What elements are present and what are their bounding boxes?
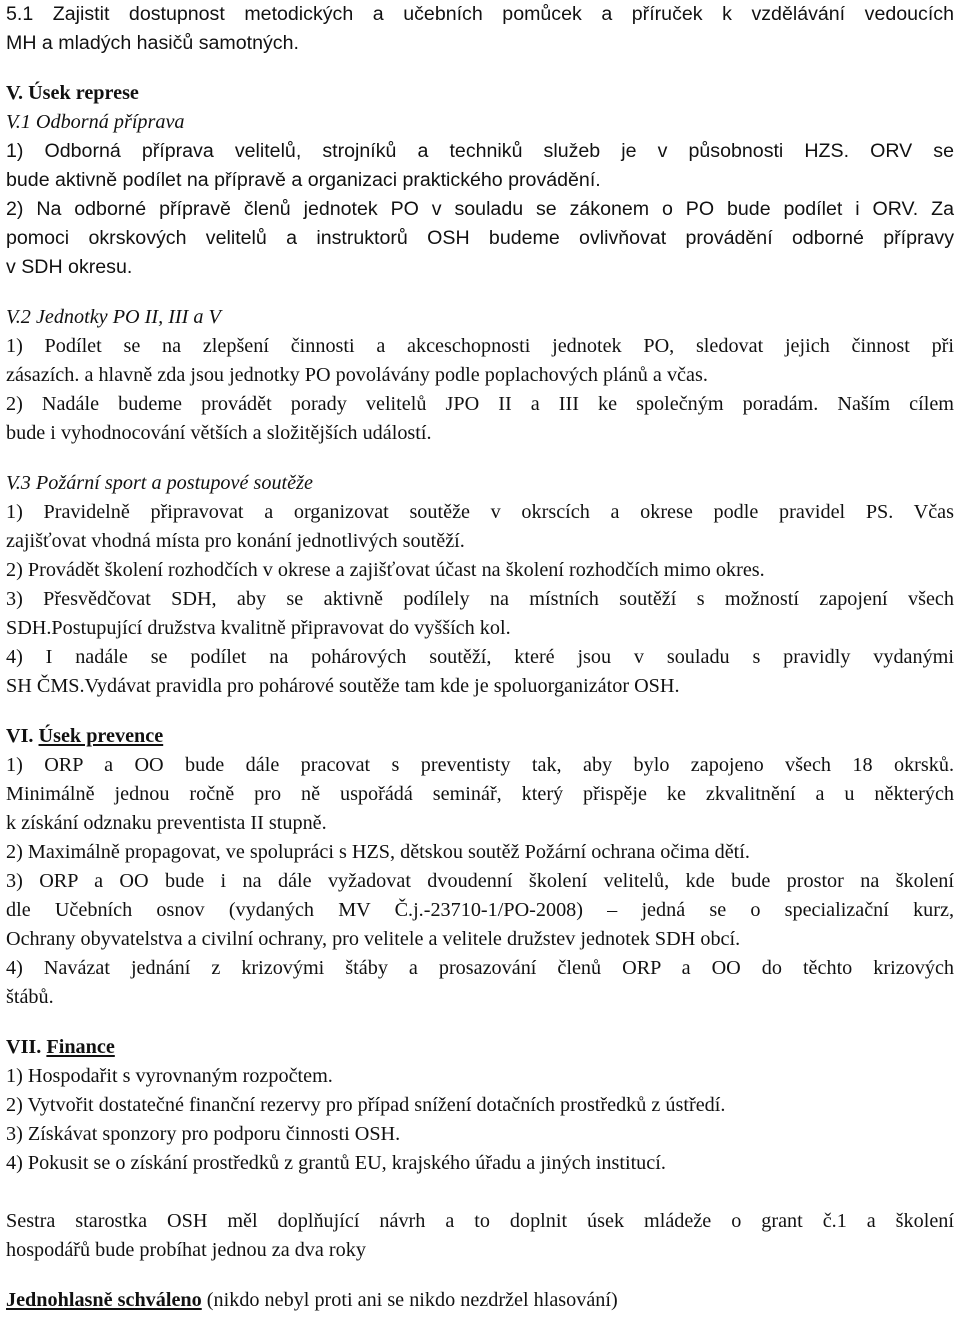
text-line: 1) ORP a OO bude dále pracovat s preventisty tak, aby bylo zapojeno všech 18 okrsků. xyxy=(6,754,954,776)
text-line: MH a mladých hasičů samotných. xyxy=(6,32,299,54)
text-line: Minimálně jednou ročně pro ně uspořádá seminář, který přispěje ke zkvalitnění a u některých xyxy=(6,783,954,805)
text-line: pomoci okrskových velitelů a instruktorů OSH budeme ovlivňovat provádění odborné přípravy xyxy=(6,227,954,249)
vote-result-label: Jednohlasně schváleno xyxy=(6,1289,202,1311)
vote-result xyxy=(6,1286,954,1315)
closing-note xyxy=(6,1207,954,1315)
text-line: 4) Pokusit se o získání prostředků z grantů EU, krajského úřadu a jiných institucí. xyxy=(6,1152,666,1174)
text-line: 2) Nadále budeme provádět porady velitelů JPO II a III ke společným poradám. Naším cílem xyxy=(6,393,954,415)
text-line: 2) Vytvořit dostatečné finanční rezervy pro případ snížení dotačních prostředků z ústředí. xyxy=(6,1094,726,1116)
section-number: VI. xyxy=(6,725,34,747)
text-line: 1) Podílet se na zlepšení činnosti a akceschopnosti jednotek PO, sledovat jejich činnost při xyxy=(6,335,954,357)
text-line: 1) Pravidelně připravovat a organizovat soutěže v okrscích a okrese podle pravidel PS. Včas xyxy=(6,501,954,523)
text-line: SH ČMS.Vydávat pravidla pro pohárové soutěže tam kde je spoluorganizátor OSH. xyxy=(6,675,680,697)
text-line: 3) Přesvědčovat SDH, aby se aktivně podílely na místních soutěží s možností zapojení všech xyxy=(6,588,954,610)
text-line: štábů. xyxy=(6,986,54,1008)
section-heading xyxy=(6,722,954,751)
vote-result-note: (nikdo nebyl proti ani se nikdo nezdržel hlasování) xyxy=(201,1289,618,1311)
section-prevence xyxy=(6,722,954,1012)
text-line: dle Učebních osnov (vydaných MV Č.j.-23710-1/PO-2008) – jedná se o specializační kurz, xyxy=(6,899,954,921)
text-line: 2) Maximálně propagovat, ve spolupráci s HZS, dětskou soutěž Požární ochrana očima dětí. xyxy=(6,841,750,863)
section-represe xyxy=(6,79,954,701)
text-line: Ochrany obyvatelstva a civilní ochrany, pro velitele a velitele družstev jednotek SDH obcí. xyxy=(6,928,741,950)
text-line: v SDH okresu. xyxy=(6,256,133,278)
text-line: 4) Navázat jednání z krizovými štáby a prosazování členů ORP a OO do těchto krizových xyxy=(6,957,954,979)
text-line: 3) Získávat sponzory pro podporu činnosti OSH. xyxy=(6,1123,401,1145)
subsection-heading: V.2 Jednotky PO II, III a V xyxy=(6,306,221,328)
text-line: 4) I nadále se podílet na pohárových soutěží, které jsou v souladu s pravidly vydanými xyxy=(6,646,954,668)
text-line: Sestra starostka OSH měl doplňující návrh a to doplnit úsek mládeže o grant č.1 a školení xyxy=(6,1210,954,1232)
text-line: hospodářů bude probíhat jednou za dva roky xyxy=(6,1239,366,1261)
section-finance xyxy=(6,1033,954,1178)
text-line: bude i vyhodnocování větších a složitějších událostí. xyxy=(6,422,432,444)
text-line: 3) ORP a OO bude i na dále vyžadovat dvoudenní školení velitelů, kde bude prostor na školení xyxy=(6,870,954,892)
text-line: zásazích. a hlavně zda jsou jednotky PO povolávány podle poplachových plánů a včas. xyxy=(6,364,708,386)
text-line: 5.1 Zajistit dostupnost metodických a učebních pomůcek a příruček k vzdělávání vedoucích xyxy=(6,3,954,25)
text-line: zajišťovat vhodná místa pro konání jednotlivých soutěží. xyxy=(6,530,465,552)
item-5-1 xyxy=(6,0,954,58)
section-title: Finance xyxy=(46,1036,115,1058)
text-line: bude aktivně podílet na přípravě a organizaci praktického provádění. xyxy=(6,169,601,191)
section-heading xyxy=(6,1033,954,1062)
section-title: Úsek prevence xyxy=(38,725,164,747)
text-line: 2) Provádět školení rozhodčích v okrese a zajišťovat účast na školení rozhodčích mimo okres. xyxy=(6,559,765,581)
text-line: 1) Odborná příprava velitelů, strojníků a techniků služeb je v působnosti HZS. ORV se xyxy=(6,140,954,162)
subsection-heading: V.3 Požární sport a postupové soutěže xyxy=(6,472,313,494)
text-line: k získání odznaku preventista II stupně. xyxy=(6,812,327,834)
text-line: 2) Na odborné přípravě členů jednotek PO v souladu se zákonem o PO bude podílet i ORV. Za xyxy=(6,198,954,220)
section-number: VII. xyxy=(6,1036,42,1058)
text-line: 1) Hospodařit s vyrovnaným rozpočtem. xyxy=(6,1065,333,1087)
section-heading: V. Úsek represe xyxy=(6,82,139,104)
text-line: SDH.Postupující družstva kvalitně připravovat do vyšších kol. xyxy=(6,617,511,639)
subsection-heading: V.1 Odborná příprava xyxy=(6,111,185,133)
